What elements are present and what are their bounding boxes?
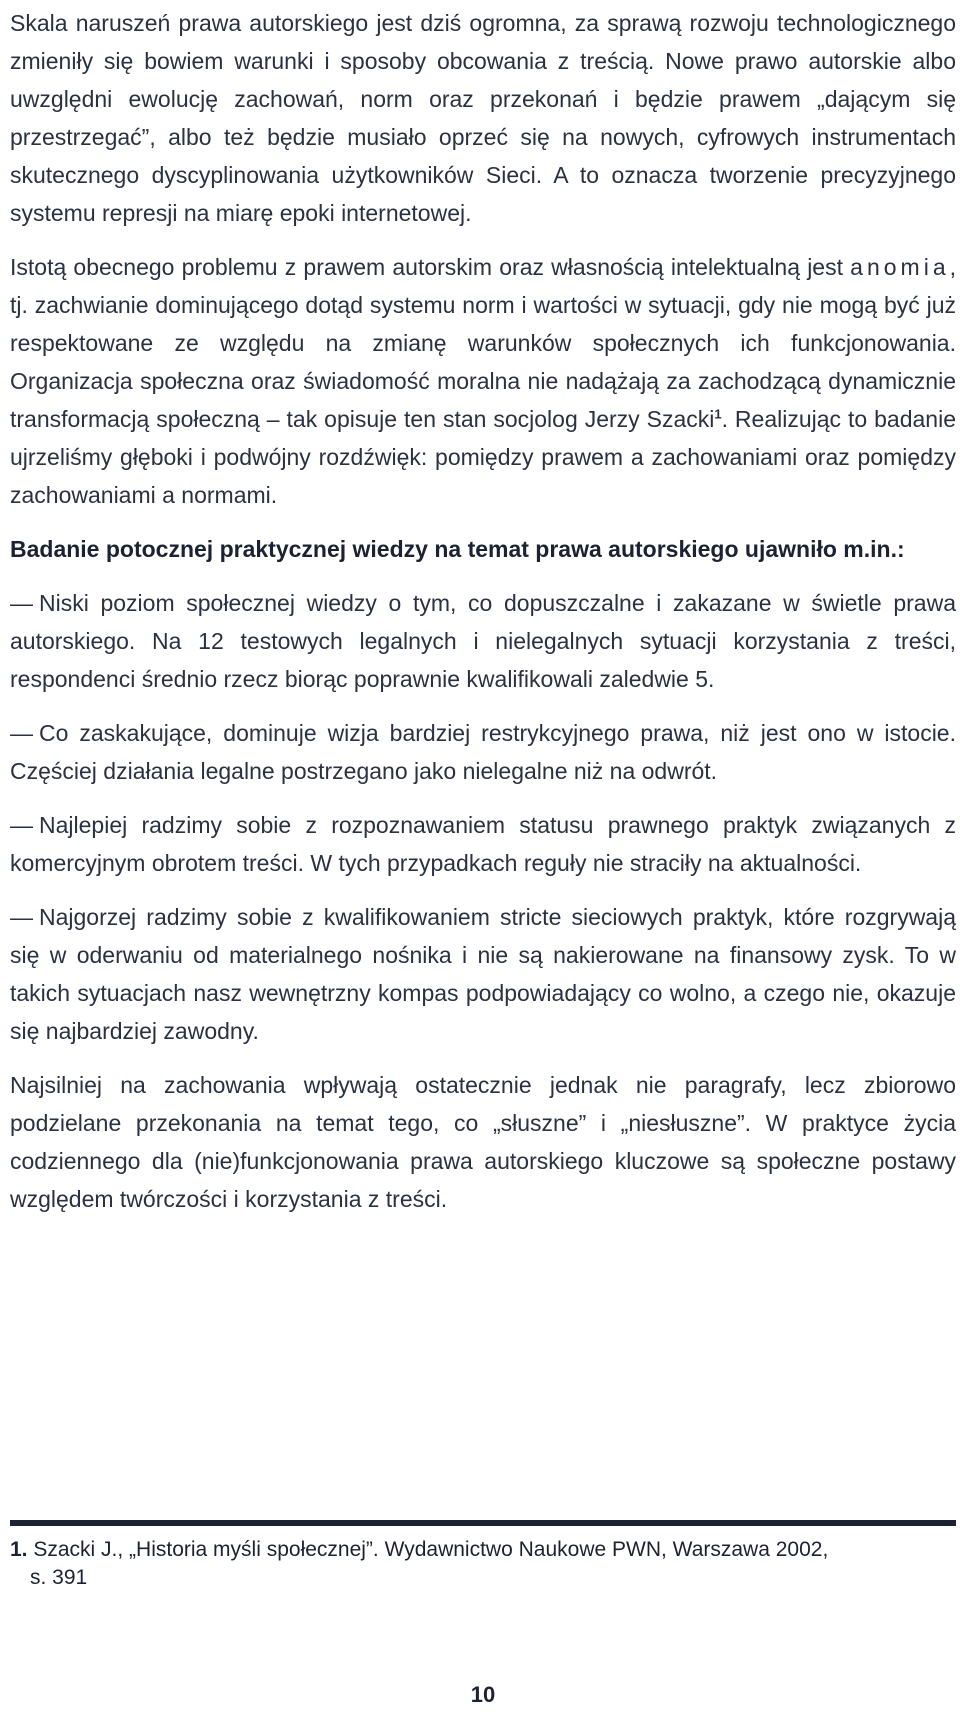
em-dash-marker: — bbox=[10, 904, 33, 930]
paragraph-anomia-start: Istotą obecnego problemu z prawem autorskim oraz własnością intelektualną jest bbox=[10, 254, 851, 280]
findings-heading: Badanie potocznej praktycznej wiedzy na temat prawa autorskiego ujawniło m.in.: bbox=[10, 536, 905, 562]
footnote-divider bbox=[10, 1520, 956, 1526]
finding-item-3 bbox=[10, 806, 956, 882]
footnote-text: Szacki J., „Historia myśli społecznej”. Wydawnictwo Naukowe PWN, Warszawa 2002, bbox=[27, 1538, 829, 1561]
footnote-number: 1. bbox=[10, 1538, 28, 1561]
paragraph-conclusion-text: Najsilniej na zachowania wpływają ostatecznie jednak nie paragrafy, lecz zbiorowo podzielane przekonania na temat tego, co „słuszne” i „niesłuszne”. W praktyce życia codziennego dla (nie)funkcjonowania prawa autorskiego kluczowe są społeczne postawy względem twórczości i korzystania z treści. bbox=[10, 1072, 956, 1212]
paragraph-anomia-end: . Realizując to badanie ujrzeliśmy głęboki i podwójny rozdźwięk: pomiędzy prawem a zachowaniami oraz pomiędzy zachowaniami a normami. bbox=[10, 406, 956, 508]
paragraph-intro-text: Skala naruszeń prawa autorskiego jest dziś ogromna, za sprawą rozwoju technologicznego zmieniły się bowiem warunki i sposoby obcowania z treścią. Nowe prawo autorskie albo uwzględni ewolucję zachowań, norm oraz przekonań i będzie prawem „dającym się przestrzegać”, albo też będzie musiało oprzeć się na nowych, cyfrowych instrumentach skutecznego dyscyplinowania użytkowników Sieci. A to oznacza tworzenie precyzyjnego systemu represji na miarę epoki internetowej. bbox=[10, 10, 956, 226]
paragraph-anomia bbox=[10, 248, 956, 514]
footnote-text-continuation: s. 391 bbox=[30, 1566, 88, 1589]
footnote-1 bbox=[10, 1536, 910, 1592]
document-page bbox=[10, 0, 956, 1732]
paragraph-intro bbox=[10, 4, 956, 232]
anomia-spaced-term: anomia bbox=[850, 254, 950, 280]
finding-item-3-text: Najlepiej radzimy sobie z rozpoznawaniem statusu prawnego praktyk związanych z komercyjnym obrotem treści. W tych przypadkach reguły nie straciły na aktualności. bbox=[10, 812, 956, 876]
paragraph-anomia-mid: , tj. zachwianie dominującego dotąd systemu norm i wartości w sytuacji, gdy nie mogą być już respektowane ze względu na zmianę warunków społecznych ich funkcjonowania. Organizacja społeczna oraz świadomość moralna nie nadążają za zachodzącą dynamicznie transformacją społeczną – tak opisuje ten stan socjolog Jerzy Szacki bbox=[10, 254, 956, 432]
finding-item-4-text: Najgorzej radzimy sobie z kwalifikowaniem stricte sieciowych praktyk, które rozgrywają się w oderwaniu od materialnego nośnika i nie są nakierowane na finansowy zysk. To w takich sytuacjach nasz wewnętrzny kompas podpowiadający co wolno, a czego nie, okazuje się najbardziej zawodny. bbox=[10, 904, 956, 1044]
finding-item-2 bbox=[10, 714, 956, 790]
em-dash-marker: — bbox=[10, 590, 33, 616]
footnote-reference-1[interactable]: 1 bbox=[714, 406, 722, 422]
em-dash-marker: — bbox=[10, 720, 33, 746]
paragraph-conclusion bbox=[10, 1066, 956, 1218]
finding-item-1 bbox=[10, 584, 956, 698]
finding-item-4 bbox=[10, 898, 956, 1050]
finding-item-1-text: Niski poziom społecznej wiedzy o tym, co dopuszczalne i zakazane w świetle prawa autorskiego. Na 12 testowych legalnych i nielegalnych sytuacji korzystania z treści, respondenci średnio rzecz biorąc poprawnie kwalifikowali zaledwie 5. bbox=[10, 590, 956, 692]
em-dash-marker: — bbox=[10, 812, 33, 838]
page-number: 10 bbox=[470, 1682, 496, 1707]
finding-item-2-text: Co zaskakujące, dominuje wizja bardziej restrykcyjnego prawa, niż jest ono w istocie. Częściej działania legalne postrzegano jako nielegalne niż na odwrót. bbox=[10, 720, 956, 784]
main-text bbox=[10, 4, 956, 1234]
